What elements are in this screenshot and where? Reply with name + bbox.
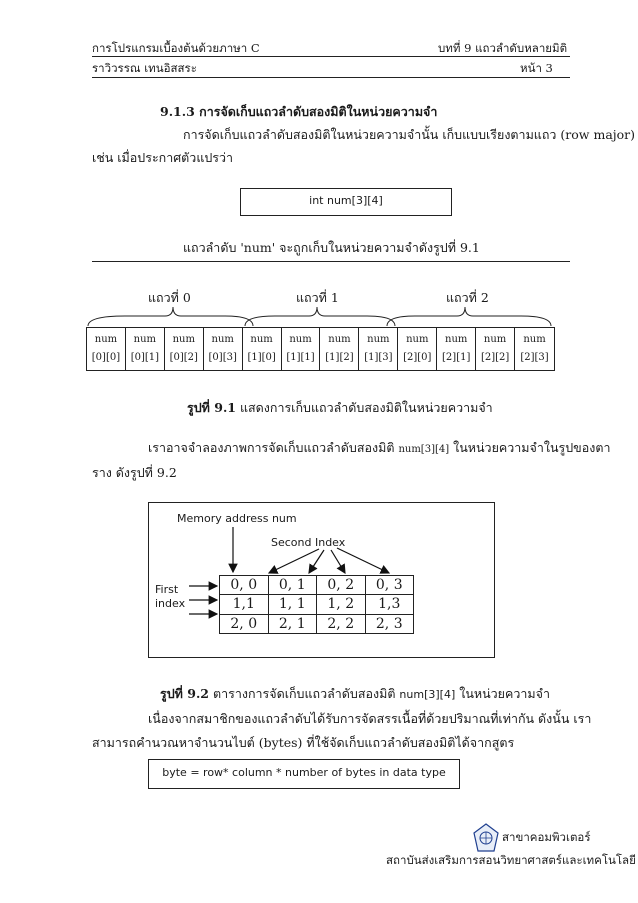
memory-cell-index: [1][0]: [247, 352, 276, 363]
header-chapter-title: บทที่ 9 แถวลำดับหลายมิติ: [438, 41, 568, 55]
row-label-1: แถวที่ 1: [296, 290, 339, 305]
grid-cell: 1, 1: [269, 595, 318, 614]
second-index-label: Second Index: [271, 536, 346, 549]
memory-cell: [87, 328, 126, 370]
figure2-caption-text-b: ในหน่วยความจำ: [455, 686, 550, 701]
second-index-arrow-col3: [331, 550, 345, 573]
figure1-caption-text: แสดงการเก็บแถวลำดับสองมิติในหน่วยความจำ: [236, 400, 493, 415]
figure2-caption-text-a: ตารางการจัดเก็บแถวลำดับสองมิติ: [209, 686, 400, 701]
first-index-label-line1: First: [155, 583, 179, 596]
row-label-0: แถวที่ 0: [148, 290, 191, 305]
memory-cell: [204, 328, 243, 370]
grid-cell: 1, 2: [317, 595, 366, 614]
grid-cell: 0, 3: [366, 576, 415, 595]
header-course-title: การโปรแกรมเบื้องต้นด้วยภาษา C: [92, 41, 260, 55]
memory-cell: [515, 328, 554, 370]
memory-cell-name: num: [94, 334, 118, 345]
memory-cell-name: num: [406, 334, 429, 345]
memory-cell-index: [0][3]: [208, 352, 237, 363]
memory-cell-name: num: [250, 334, 273, 345]
header-rule-bottom: [92, 77, 570, 78]
memory-cell: [321, 328, 360, 370]
figure2-caption: [160, 686, 550, 701]
memory-cell-name: num: [289, 334, 312, 345]
grid-cell: 2, 3: [366, 615, 415, 634]
memory-cell: [126, 328, 165, 370]
institute-logo-icon: [473, 823, 499, 853]
para3-line2: ราง ดังรูปที่ 9.2: [92, 465, 177, 480]
memory-cell: [243, 328, 282, 370]
memory-cell: [165, 328, 204, 370]
second-index-arrow-col2: [309, 550, 324, 573]
para3-line1-code: num[3][4]: [398, 444, 450, 455]
memory-cell: [398, 328, 437, 370]
figure2-frame: [148, 502, 495, 658]
memory-cell-index: [1][1]: [286, 352, 315, 363]
footer-department: สาขาคอมพิวเตอร์: [502, 830, 591, 844]
formula-text: byte = row* column * number of bytes in data type: [162, 766, 446, 779]
memory-cell-index: [0][0]: [91, 352, 121, 363]
memory-cells-strip: [86, 327, 555, 371]
code-declaration-box: [240, 188, 452, 216]
memory-cell-index: [1][3]: [364, 352, 393, 363]
memory-cell-name: num: [172, 334, 195, 345]
grid-cell: 0, 0: [220, 576, 269, 595]
memory-cell: [282, 328, 321, 370]
header-author: ราวิวรรณ เทนอิสสระ: [92, 61, 197, 75]
memory-cell: [476, 328, 515, 370]
memory-address-label: Memory address num: [177, 512, 297, 525]
row-label-2: แถวที่ 2: [446, 290, 489, 305]
memory-cell: [359, 328, 398, 370]
section-heading: 9.1.3 การจัดเก็บแถวลำดับสองมิติในหน่วยความจำ: [160, 104, 438, 119]
figure2-caption-code: num[3][4]: [399, 688, 456, 701]
grid-cell: 1,3: [366, 595, 415, 614]
memory-cell-name: num: [483, 334, 507, 345]
para3-line1-text-b: ในหน่วยความจำในรูปของตา: [449, 440, 611, 455]
para4-line2: สามารถคำนวณหาจำนวนไบต์ (bytes) ที่ใช้จัดเก็บแถวลำดับสองมิติได้จากสูตร: [92, 735, 515, 750]
para4-line1: เนื่องจากสมาชิกของแถวลำดับได้รับการจัดสรรเนื้อที่ด้วยปริมาณที่เท่ากัน ดังนั้น เรา: [148, 711, 592, 726]
grid-cell: 2, 1: [269, 615, 318, 634]
para1-line2: เช่น เมื่อประกาศตัวแปรว่า: [92, 150, 234, 165]
memory-cell-name: num: [133, 334, 157, 345]
para1-line1: การจัดเก็บแถวลำดับสองมิติในหน่วยความจำนั้น เก็บแบบเรียงตามแถว (row major): [183, 127, 636, 142]
footer-institute: สถาบันส่งเสริมการสอนวิทยาศาสตร์และเทคโนโลยี: [386, 853, 636, 867]
para2: แถวลำดับ 'num' จะถูกเก็บในหน่วยความจำดังรูปที่ 9.1: [183, 240, 480, 255]
memory-cell-index: [0][2]: [169, 352, 198, 363]
brace-row-0: [88, 307, 253, 326]
figure1-caption: [187, 400, 493, 415]
para3-line1-text-a: เราอาจจำลองภาพการจัดเก็บแถวลำดับสองมิติ: [148, 440, 399, 455]
second-index-arrow-col4: [337, 548, 389, 573]
header-rule-top: [92, 56, 570, 57]
code-declaration: int num[3][4]: [309, 194, 383, 207]
memory-cell: [437, 328, 476, 370]
grid-cell: 2, 0: [220, 615, 269, 634]
grid-cell: 1,1: [220, 595, 269, 614]
brace-row-1: [245, 307, 395, 326]
figure1-caption-label: รูปที่ 9.1: [187, 400, 236, 415]
para3-line1: [148, 440, 610, 456]
figure2-caption-label: รูปที่ 9.2: [160, 686, 209, 701]
first-index-label-line2: index: [155, 597, 186, 610]
grid-cell: 0, 1: [269, 576, 318, 595]
memory-cell-index: [0][1]: [130, 352, 160, 363]
memory-cell-index: [2][2]: [480, 352, 510, 363]
memory-cell-name: num: [328, 334, 351, 345]
brace-row-2: [387, 307, 551, 326]
memory-cell-index: [1][2]: [325, 352, 354, 363]
grid-cell: 2, 2: [317, 615, 366, 634]
memory-cell-name: num: [445, 334, 468, 345]
memory-cell-index: [2][1]: [442, 352, 471, 363]
memory-cell-index: [2][0]: [403, 352, 432, 363]
figure1-top-rule: [92, 261, 570, 262]
index-grid: [219, 575, 414, 634]
memory-cell-name: num: [523, 334, 546, 345]
grid-cell: 0, 2: [317, 576, 366, 595]
formula-box: [148, 759, 460, 789]
header-page-number: หน้า 3: [520, 61, 553, 75]
memory-cell-index: [2][3]: [520, 352, 549, 363]
memory-cell-name: num: [211, 334, 234, 345]
memory-cell-name: num: [367, 334, 390, 345]
